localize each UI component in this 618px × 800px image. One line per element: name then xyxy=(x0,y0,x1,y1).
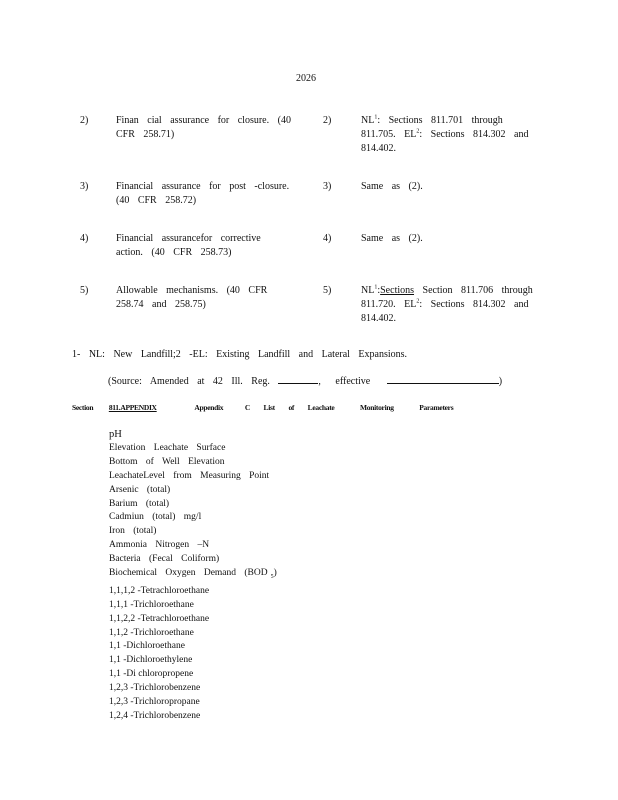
text-fragment: NL xyxy=(361,285,375,296)
text-fragment: 811.720. EL xyxy=(361,299,417,310)
parameter-item: pH xyxy=(109,429,122,440)
title-word: Parameters xyxy=(419,403,454,412)
title-word: Monitoring xyxy=(360,403,394,412)
parameter-item: Bottom of Well Elevation xyxy=(109,456,225,467)
item-number-right: 4) xyxy=(323,233,332,244)
parameter-item: 1,1 -Dichloroethane xyxy=(109,641,185,652)
item-number-left: 4) xyxy=(80,233,89,244)
title-word: Leachate xyxy=(307,403,335,412)
text-fragment: : Sections 811.701 through xyxy=(377,115,503,126)
item-number-right: 5) xyxy=(323,285,332,296)
item-right-text-line xyxy=(361,114,503,128)
item-right-text-line: 814.402. xyxy=(361,313,396,324)
parameter-item: 1,1 -Di chloropropene xyxy=(109,669,194,680)
parameter-item: 1,1,1 -Trichloroethane xyxy=(109,599,194,610)
parameter-item: 1,2,4 -Trichlorobenzene xyxy=(109,711,201,722)
item-number-right: 2) xyxy=(323,115,332,126)
parameter-text: Biochemical Oxygen Demand (BOD xyxy=(109,568,268,579)
item-left-text-line: Allowable mechanisms. (40 CFR xyxy=(116,285,268,296)
parameter-item: 1,1,2,2 -Tetrachloroethane xyxy=(109,613,210,624)
source-note xyxy=(108,374,502,389)
item-left-text-line: Financial assurance for post -closure. xyxy=(116,181,290,192)
source-effective: effective xyxy=(335,376,371,387)
parameter-item: 1,1,1,2 -Tetrachloroethane xyxy=(109,585,210,596)
parameter-list xyxy=(109,428,277,724)
page-number: 2026 xyxy=(296,73,316,84)
parameter-item: Barium (total) xyxy=(109,498,170,509)
footnote-marker: 1 xyxy=(374,284,378,291)
item-right-text-line xyxy=(361,128,528,142)
subscript: 5 xyxy=(270,573,274,580)
parameter-item: 1,1,2 -Trichloroethane xyxy=(109,627,194,638)
source-close: ) xyxy=(498,376,503,387)
footnote-marker: 2 xyxy=(416,298,420,305)
parameter-item: Bacteria (Fecal Coliform) xyxy=(109,554,220,565)
item-left-text-line: action. (40 CFR 258.73) xyxy=(116,247,232,258)
item-right-text-line: Same as (2). xyxy=(361,181,423,192)
footnote-marker: 1 xyxy=(374,114,378,121)
item-left-text-line: (40 CFR 258.72) xyxy=(116,195,197,206)
title-word: of xyxy=(288,403,295,412)
parameter-item xyxy=(109,567,277,585)
parameter-item: LeachateLevel from Measuring Point xyxy=(109,470,270,481)
item-number-left: 3) xyxy=(80,181,89,192)
footnote: 1- NL: New Landfill;2 -EL: Existing Landfill and Lateral Expansions. xyxy=(72,349,408,360)
item-number-left: 5) xyxy=(80,285,89,296)
parameter-item: Cadmiun (total) mg/l xyxy=(109,512,202,523)
section-heading xyxy=(72,403,453,412)
item-number-right: 3) xyxy=(323,181,332,192)
parameter-close: ) xyxy=(273,568,277,579)
source-prefix: (Source: Amended at 42 Ill. Reg. xyxy=(108,376,270,387)
item-right-text-line xyxy=(361,284,533,298)
title-word: List xyxy=(263,403,275,412)
item-number-left: 2) xyxy=(80,115,89,126)
section-number: 811.APPENDIX xyxy=(108,403,157,412)
text-fragment: Section 811.706 through xyxy=(414,285,533,296)
text-fragment: : Sections 814.302 and xyxy=(419,299,529,310)
appendix-letter: C xyxy=(244,403,250,412)
source-comma: , xyxy=(318,376,321,387)
parameter-item: Iron (total) xyxy=(109,526,157,537)
underlined-text: Sections xyxy=(380,285,415,296)
parameter-item: 1,2,3 -Trichlorobenzene xyxy=(109,683,201,694)
appendix-label: Appendix xyxy=(194,403,224,412)
text-fragment: : Sections 814.302 and xyxy=(419,129,529,140)
parameter-item: Ammonia Nitrogen –N xyxy=(109,540,210,551)
item-left-text-line: Financial assurancefor corrective xyxy=(116,233,261,244)
parameter-item: 1,2,3 -Trichloropropane xyxy=(109,697,200,708)
footnote-marker: 2 xyxy=(416,128,420,135)
item-left-text-line: CFR 258.71) xyxy=(116,129,175,140)
parameter-item: Elevation Leachate Surface xyxy=(109,442,226,453)
item-right-text-line: 814.402. xyxy=(361,143,396,154)
item-right-text-line: Same as (2). xyxy=(361,233,423,244)
text-fragment: 811.705. EL xyxy=(361,129,417,140)
section-label: Section xyxy=(72,403,94,412)
item-right-text-line xyxy=(361,298,528,312)
text-fragment: NL xyxy=(361,115,375,126)
blank-line xyxy=(278,374,318,384)
blank-line xyxy=(387,374,499,384)
text-fragment: : xyxy=(377,285,381,296)
item-left-text-line: 258.74 and 258.75) xyxy=(116,299,206,310)
item-left-text-line: Finan cial assurance for closure. (40 xyxy=(116,115,291,126)
parameter-item: Arsenic (total) xyxy=(109,484,171,495)
parameter-item: 1,1 -Dichloroethylene xyxy=(109,655,193,666)
